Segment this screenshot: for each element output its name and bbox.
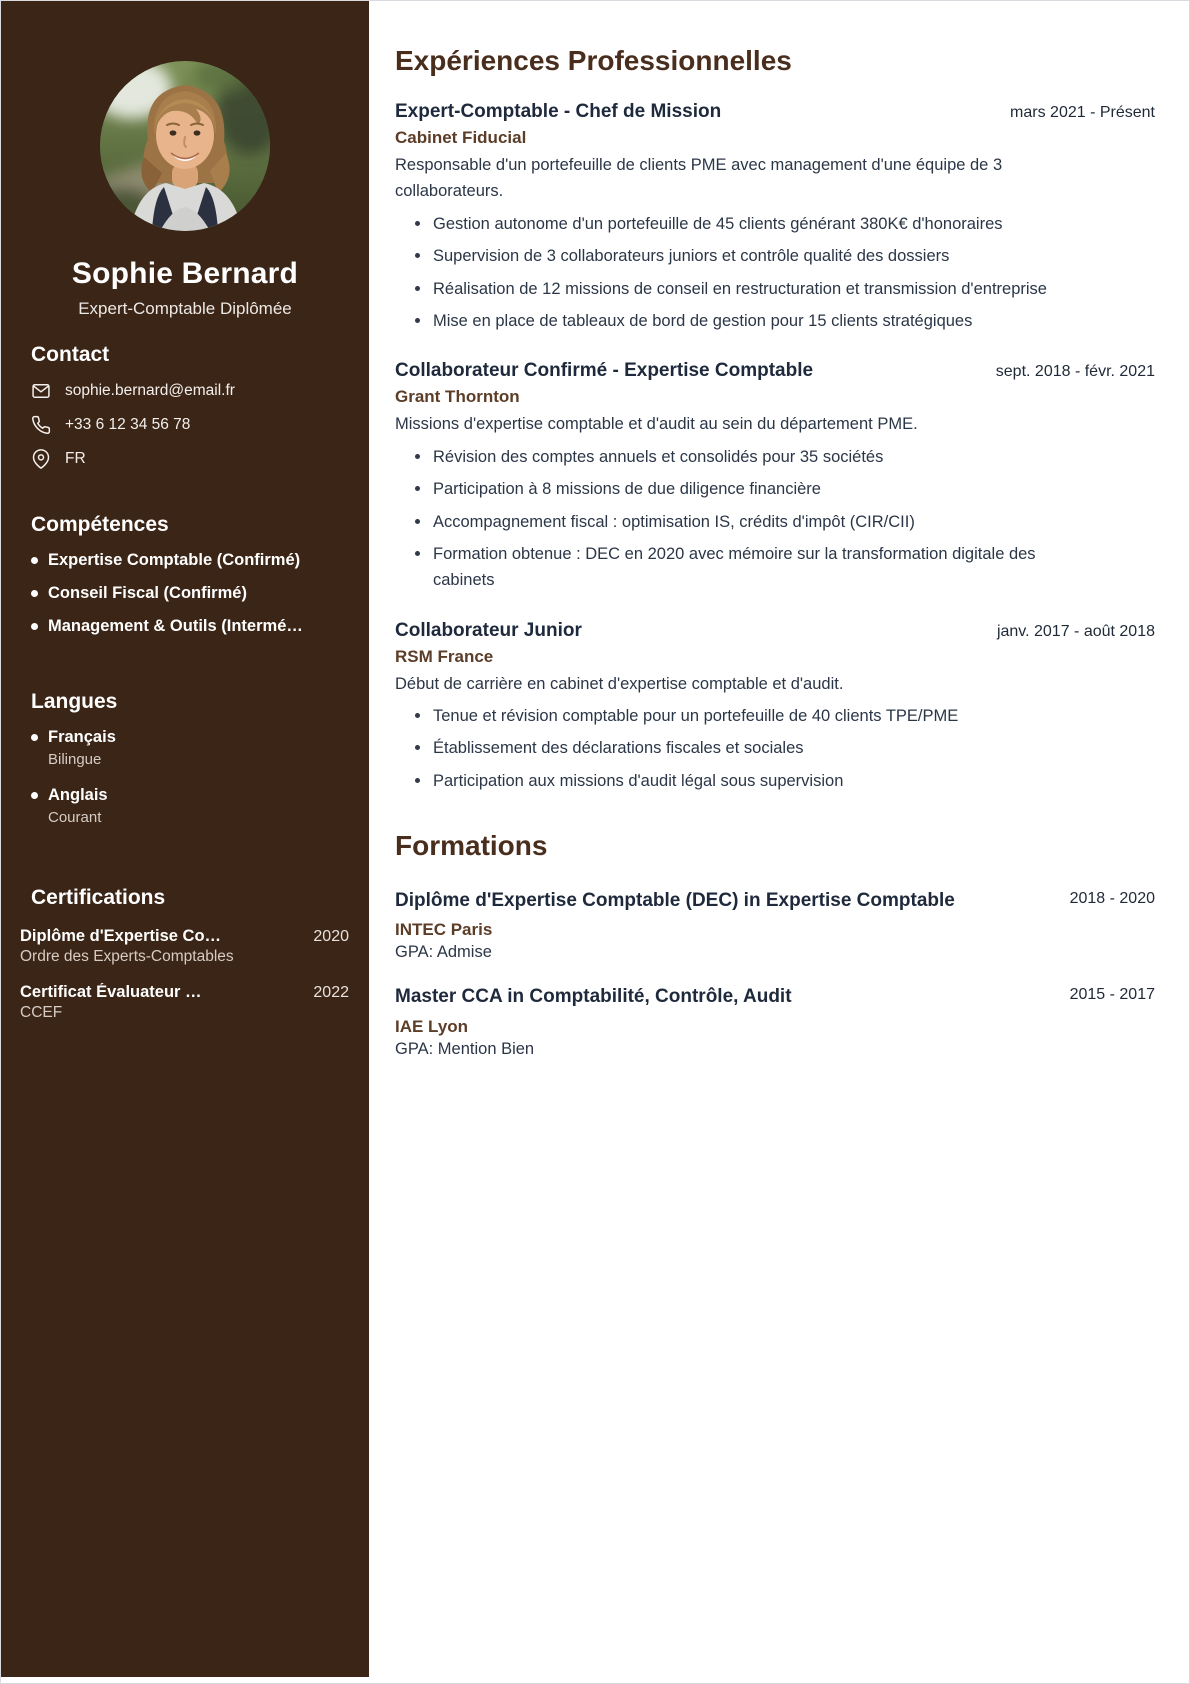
- bullet-dot-icon: [31, 623, 38, 630]
- certification-year: 2022: [313, 984, 349, 1001]
- job-bullet-list: [395, 703, 1155, 794]
- phone-icon: [31, 415, 51, 435]
- contact-location-row: [31, 449, 347, 469]
- job-bullet: Accompagnement fiscal : optimisation IS, crédits d'impôt (CIR/CII): [395, 509, 1095, 535]
- skill-item: [31, 617, 347, 636]
- job-bullet-list: [395, 444, 1155, 594]
- job-dates: janv. 2017 - août 2018: [996, 622, 1155, 640]
- contact-email-row: [31, 381, 347, 401]
- skill-label: Management & Outils (Intermé…: [48, 617, 303, 635]
- job-bullet: Formation obtenue : DEC en 2020 avec mémoire sur la transformation digitale des cabinets: [395, 541, 1095, 594]
- skill-label: Conseil Fiscal (Confirmé): [48, 584, 247, 602]
- profile-photo-illustration: [100, 61, 270, 231]
- education-list: [395, 888, 1155, 1058]
- bullet-dot-icon: [31, 590, 38, 597]
- experience-heading: Expériences Professionnelles: [395, 45, 792, 76]
- education-institution: IAE Lyon: [395, 1016, 469, 1036]
- language-level: Bilingue: [48, 751, 102, 768]
- job-title: Collaborateur Confirmé - Expertise Comptable: [395, 360, 814, 382]
- skills-section: [1, 469, 369, 650]
- certification-item: [20, 927, 349, 966]
- job-bullet: Révision des comptes annuels et consolidés pour 35 sociétés: [395, 444, 1095, 470]
- job-company: RSM France: [395, 646, 494, 666]
- bullet-dot-icon: [31, 734, 38, 741]
- location-pin-icon: [31, 449, 51, 469]
- contact-phone-row: [31, 415, 347, 435]
- job-dates: mars 2021 - Présent: [1010, 104, 1155, 121]
- job-bullet: Supervision de 3 collaborateurs juniors et contrôle qualité des dossiers: [395, 243, 1095, 269]
- language-name: Français: [48, 728, 116, 746]
- contact-heading: Contact: [31, 343, 110, 366]
- language-item: [31, 728, 347, 768]
- job-summary: Missions d'expertise comptable et d'audit au sein du département PME.: [395, 415, 918, 434]
- certification-name: Certificat Évaluateur …: [20, 983, 202, 1001]
- language-name: Anglais: [48, 786, 108, 804]
- job-bullet-list: [395, 211, 1155, 335]
- language-level: Courant: [48, 809, 102, 826]
- job-bullet: Participation à 8 missions de due diligence financière: [395, 476, 1095, 502]
- job-entry: [395, 101, 1155, 334]
- phone-value: +33 6 12 34 56 78: [65, 416, 191, 433]
- bullet-dot-icon: [31, 792, 38, 799]
- contact-section: [1, 319, 369, 469]
- job-bullet: Réalisation de 12 missions de conseil en restructuration et transmission d'entreprise: [395, 276, 1095, 302]
- job-summary: Responsable d'un portefeuille de clients PME avec management d'une équipe de 3 collaborateurs.: [395, 156, 1003, 201]
- skills-list: [31, 551, 347, 636]
- languages-section: [1, 650, 369, 844]
- job-bullet: Tenue et révision comptable pour un portefeuille de 40 clients TPE/PME: [395, 703, 1095, 729]
- certifications-section: [1, 844, 369, 1022]
- languages-heading: Langues: [31, 690, 118, 713]
- job-dates: sept. 2018 - févr. 2021: [995, 363, 1155, 381]
- job-company: Grant Thornton: [395, 387, 520, 407]
- email-value: sophie.bernard@email.fr: [65, 382, 235, 399]
- skill-item: [31, 551, 347, 570]
- language-item: [31, 786, 347, 826]
- job-bullet: Établissement des déclarations fiscales et sociales: [395, 735, 1095, 761]
- job-entry: [395, 360, 1155, 593]
- contact-list: [31, 381, 347, 469]
- job-title: Collaborateur Junior: [395, 619, 582, 641]
- sidebar: [1, 1, 369, 1677]
- job-title: Expert-Comptable - Chef de Mission: [395, 101, 722, 122]
- skill-label: Expertise Comptable (Confirmé): [48, 551, 301, 569]
- education-entry: [395, 888, 1155, 962]
- education-degree: Diplôme d'Expertise Comptable (DEC) in Expertise Comptable: [395, 890, 955, 912]
- job-summary: Début de carrière en cabinet d'expertise comptable et d'audit.: [395, 674, 844, 693]
- education-heading: Formations: [395, 830, 548, 862]
- main-content: [369, 1, 1189, 1677]
- education-dates: 2018 - 2020: [1069, 890, 1155, 908]
- location-value: FR: [65, 450, 86, 467]
- languages-list: [31, 728, 347, 826]
- bullet-dot-icon: [31, 557, 38, 564]
- job-bullet: Gestion autonome d'un portefeuille de 45 clients générant 380K€ d'honoraires: [395, 211, 1095, 237]
- certification-org: Ordre des Experts-Comptables: [20, 948, 234, 965]
- person-name: Sophie Bernard: [71, 257, 299, 290]
- experience-list: [395, 101, 1155, 794]
- education-institution: INTEC Paris: [395, 920, 493, 940]
- education-dates: 2015 - 2017: [1069, 986, 1155, 1004]
- education-entry: [395, 984, 1155, 1058]
- education-degree: Master CCA in Comptabilité, Contrôle, Audit: [395, 986, 792, 1008]
- education-gpa: GPA: Mention Bien: [395, 1039, 535, 1058]
- certification-name: Diplôme d'Expertise Co…: [20, 927, 222, 945]
- mail-icon: [31, 381, 51, 401]
- certifications-heading: Certifications: [31, 886, 166, 909]
- certification-year: 2020: [313, 928, 349, 945]
- job-bullet: Participation aux missions d'audit légal sous supervision: [395, 768, 1095, 794]
- skills-heading: Compétences: [31, 513, 169, 536]
- profile-photo: [100, 61, 270, 231]
- person-job-title: Expert-Comptable Diplômée: [78, 299, 292, 318]
- job-company: Cabinet Fiducial: [395, 128, 527, 147]
- job-entry: [395, 620, 1155, 795]
- job-bullet: Mise en place de tableaux de bord de gestion pour 15 clients stratégiques: [395, 308, 1095, 334]
- education-gpa: GPA: Admise: [395, 943, 492, 962]
- skill-item: [31, 584, 347, 603]
- certification-item: [20, 983, 349, 1022]
- certification-org: CCEF: [20, 1004, 63, 1021]
